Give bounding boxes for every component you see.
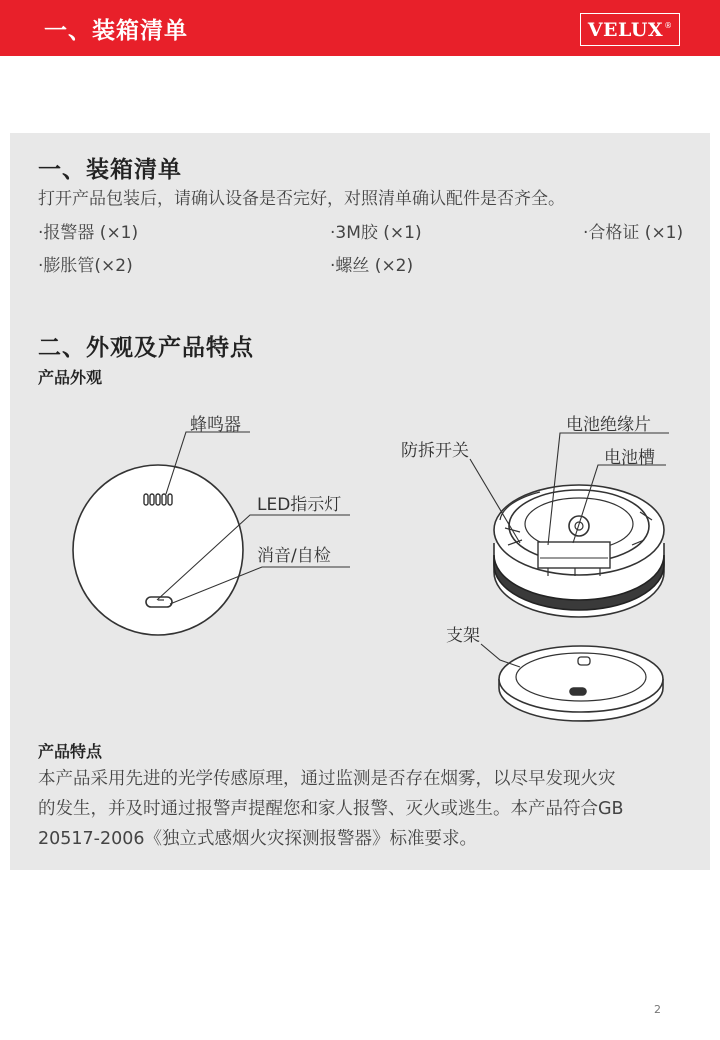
features-paragraph bbox=[38, 764, 698, 854]
packing-item-alarm: ·报警器 (×1) bbox=[38, 223, 139, 243]
packing-item-anchors: ·膨胀管(×2) bbox=[38, 256, 133, 276]
features-line-1: 本产品采用先进的光学传感原理，通过监测是否存在烟雾，以尽早发现火灾 bbox=[38, 769, 616, 789]
logo-registered-mark: ® bbox=[664, 21, 673, 30]
features-line-3: 20517-2006《独立式感烟火灾探测报警器》标准要求。 bbox=[38, 829, 478, 849]
banner-title: 一、装箱清单 bbox=[44, 18, 188, 44]
subheading-appearance: 产品外观 bbox=[38, 368, 103, 387]
label-battery-slot: 电池槽 bbox=[604, 448, 655, 468]
packing-item-certificate: ·合格证 (×1) bbox=[583, 223, 684, 243]
packing-item-3m-tape: ·3M胶 (×1) bbox=[330, 223, 422, 243]
label-battery-insulator: 电池绝缘片 bbox=[566, 415, 651, 435]
subheading-features: 产品特点 bbox=[38, 742, 103, 761]
bracket-illustration bbox=[481, 644, 663, 721]
logo-wordmark: VELUX bbox=[587, 18, 664, 41]
front-view-illustration bbox=[73, 432, 350, 635]
features-line-2: 的发生，并及时通过报警声提醒您和家人报警、灭火或逃生。本产品符合GB bbox=[38, 799, 624, 819]
section-heading-packing-list: 一、装箱清单 bbox=[38, 157, 182, 183]
label-bracket: 支架 bbox=[446, 626, 480, 646]
packing-intro: 打开产品包装后，请确认设备是否完好，对照清单确认配件是否齐全。 bbox=[38, 189, 565, 209]
label-mute-test: 消音/自检 bbox=[257, 546, 331, 566]
label-tamper-switch: 防拆开关 bbox=[401, 441, 469, 461]
page-number: 2 bbox=[654, 1003, 661, 1016]
packing-item-screws: ·螺丝 (×2) bbox=[330, 256, 414, 276]
label-led-indicator: LED指示灯 bbox=[257, 495, 342, 515]
section-heading-appearance: 二、外观及产品特点 bbox=[38, 335, 254, 361]
label-buzzer: 蜂鸣器 bbox=[190, 415, 241, 435]
